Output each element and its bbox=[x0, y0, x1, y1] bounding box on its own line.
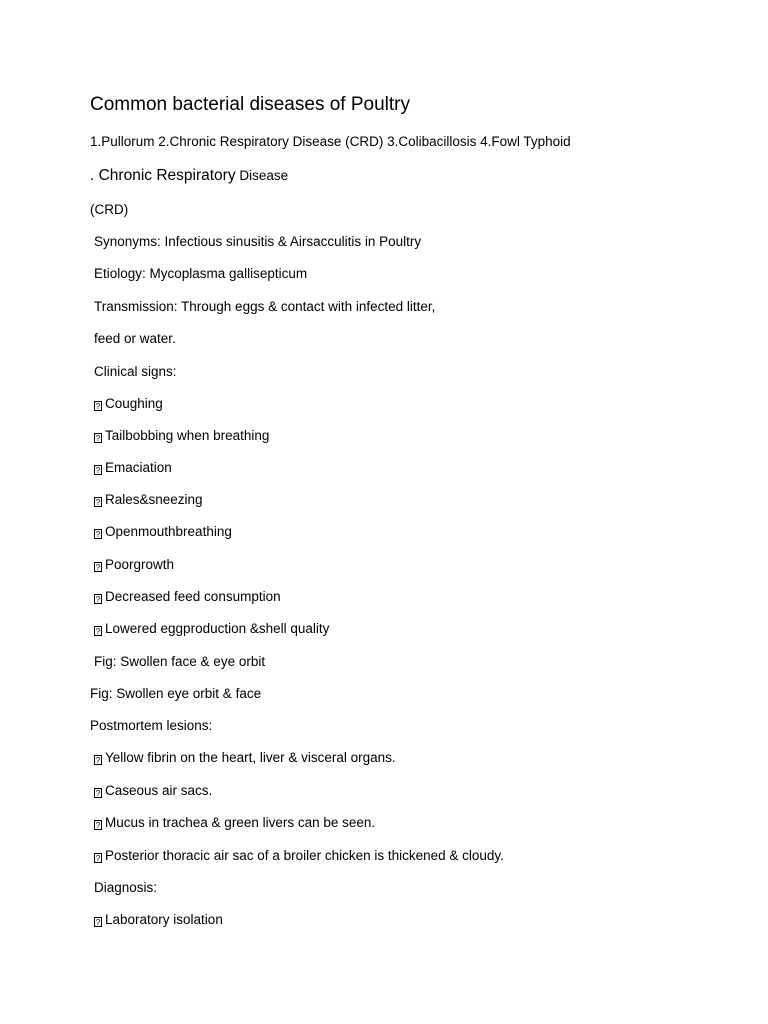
clinical-signs-heading: Clinical signs: bbox=[94, 364, 177, 379]
list-item bbox=[94, 427, 269, 445]
list-item bbox=[94, 847, 504, 865]
list-item bbox=[94, 459, 172, 477]
list-item bbox=[94, 491, 203, 509]
list-item bbox=[94, 523, 232, 541]
bullet-icon: ? bbox=[95, 854, 101, 863]
list-item bbox=[94, 782, 212, 800]
list-item-text: Lowered eggproduction &shell quality bbox=[105, 621, 330, 636]
section-heading-small: Disease bbox=[235, 168, 289, 183]
list-item bbox=[94, 556, 174, 574]
list-item-text: Tailbobbing when breathing bbox=[105, 428, 270, 443]
bullet-icon: ? bbox=[95, 434, 101, 443]
list-item-text: Emaciation bbox=[105, 460, 172, 475]
etiology-line: Etiology: Mycoplasma gallisepticum bbox=[94, 266, 308, 281]
bullet-icon: ? bbox=[95, 821, 101, 830]
list-item bbox=[94, 588, 281, 606]
list-item-text: Mucus in trachea & green livers can be seen. bbox=[105, 815, 376, 830]
figure-caption-1: Fig: Swollen face & eye orbit bbox=[94, 654, 266, 669]
bullet-icon: ? bbox=[95, 756, 101, 765]
list-item bbox=[94, 814, 375, 832]
postmortem-heading: Postmortem lesions: bbox=[90, 718, 213, 733]
bullet-icon: ? bbox=[95, 466, 101, 475]
section-heading bbox=[90, 167, 288, 185]
bullet-icon: ? bbox=[95, 563, 101, 572]
list-item-text: Openmouthbreathing bbox=[105, 524, 232, 539]
abbreviation: (CRD) bbox=[90, 202, 129, 217]
list-item bbox=[94, 749, 396, 767]
list-item bbox=[94, 911, 223, 929]
list-item-text: Yellow fibrin on the heart, liver & visceral organs. bbox=[105, 750, 396, 765]
bullet-icon: ? bbox=[95, 595, 101, 604]
list-item-text: Rales&sneezing bbox=[105, 492, 203, 507]
list-item-text: Decreased feed consumption bbox=[105, 589, 281, 604]
transmission-line-1: Transmission: Through eggs & contact with infected litter, bbox=[94, 299, 436, 314]
list-item-text: Coughing bbox=[105, 396, 163, 411]
bullet-icon: ? bbox=[95, 402, 101, 411]
list-item-text: Poorgrowth bbox=[105, 557, 175, 572]
bullet-icon: ? bbox=[95, 498, 101, 507]
list-item bbox=[94, 395, 163, 413]
transmission-line-2: feed or water. bbox=[94, 331, 176, 346]
disease-list: 1.Pullorum 2.Chronic Respiratory Disease (CRD) 3.Colibacillosis 4.Fowl Typhoid bbox=[90, 134, 571, 149]
synonyms-line: Synonyms: Infectious sinusitis & Airsacculitis in Poultry bbox=[94, 234, 422, 249]
document-title: Common bacterial diseases of Poultry bbox=[90, 94, 410, 115]
list-item-text: Laboratory isolation bbox=[105, 912, 223, 927]
bullet-icon: ? bbox=[95, 627, 101, 636]
bullet-icon: ? bbox=[95, 789, 101, 798]
section-heading-main: . Chronic Respiratory bbox=[90, 167, 236, 184]
bullet-icon: ? bbox=[95, 530, 101, 539]
diagnosis-heading: Diagnosis: bbox=[94, 880, 158, 895]
list-item bbox=[94, 620, 329, 638]
bullet-icon: ? bbox=[95, 918, 101, 927]
list-item-text: Posterior thoracic air sac of a broiler chicken is thickened & cloudy. bbox=[105, 848, 504, 863]
list-item-text: Caseous air sacs. bbox=[105, 783, 213, 798]
figure-caption-2: Fig: Swollen eye orbit & face bbox=[90, 686, 262, 701]
